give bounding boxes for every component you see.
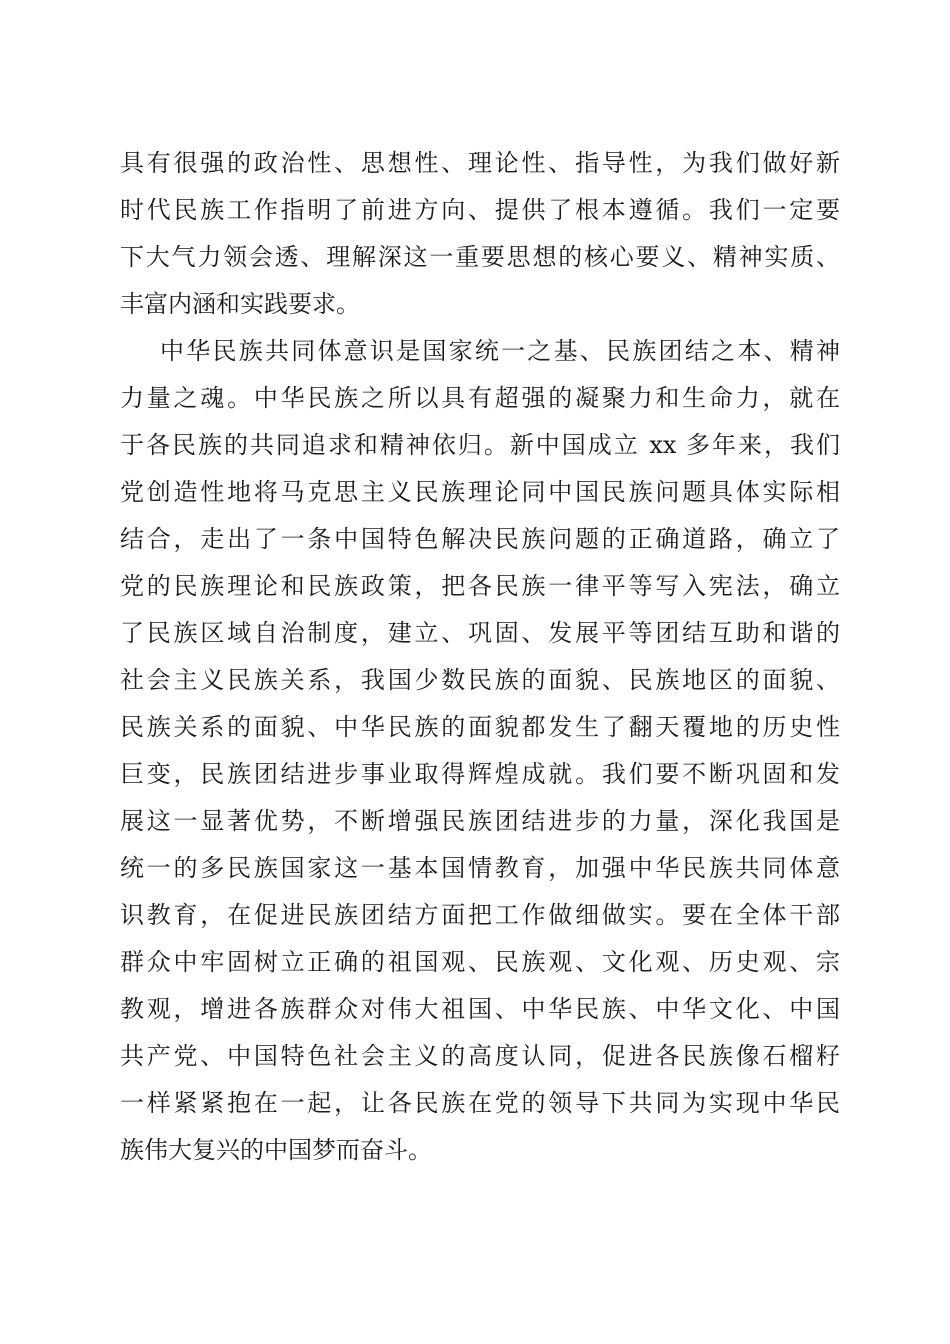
- paragraph-2-line-5: 结合，走出了一条中国特色解决民族问题的正确道路，确立了: [120, 525, 840, 553]
- paragraph-2-line-11: 展这一显著优势，不断增强民族团结进步的力量，深化我国是: [120, 807, 840, 835]
- paragraph-2-line-13: 识教育，在促进民族团结方面把工作做细做实。要在全体干部: [120, 901, 840, 929]
- paragraph-2-line-10: 巨变，民族团结进步事业取得辉煌成就。我们要不断巩固和发: [120, 760, 840, 788]
- paragraph-2-line-18: 族伟大复兴的中国梦而奋斗。: [120, 1136, 432, 1164]
- paragraph-1-line-4: 丰富内涵和实践要求。: [120, 290, 360, 318]
- document-body: [120, 140, 840, 1174]
- paragraph-2-line-8: 社会主义民族关系，我国少数民族的面貌、民族地区的面貌、: [120, 666, 840, 694]
- paragraph-2-line-2: 力量之魂。中华民族之所以具有超强的凝聚力和生命力，就在: [120, 384, 840, 412]
- paragraph-2-line-9: 民族关系的面貌、中华民族的面貌都发生了翻天覆地的历史性: [120, 713, 840, 741]
- paragraph-2-line-14: 群众中牢固树立正确的祖国观、民族观、文化观、历史观、宗: [120, 948, 840, 976]
- paragraph-2-line-6: 党的民族理论和民族政策，把各民族一律平等写入宪法，确立: [120, 572, 840, 600]
- paragraph-2-line-15: 教观，增进各族群众对伟大祖国、中华民族、中华文化、中国: [120, 995, 840, 1023]
- paragraph-2-line-1: 中华民族共同体意识是国家统一之基、民族团结之本、精神: [160, 337, 840, 365]
- paragraph-2-line-4: 党创造性地将马克思主义民族理论同中国民族问题具体实际相: [120, 478, 840, 506]
- paragraph-1-line-1: 具有很强的政治性、思想性、理论性、指导性，为我们做好新: [120, 149, 840, 177]
- paragraph-2-line-3: 于各民族的共同追求和精神依归。新中国成立 xx 多年来，我们: [120, 431, 840, 459]
- paragraph-1-line-2: 时代民族工作指明了前进方向、提供了根本遵循。我们一定要: [120, 196, 840, 224]
- paragraph-1-line-3: 下大气力领会透、理解深这一重要思想的核心要义、精神实质、: [120, 243, 840, 271]
- paragraph-2-line-17: 一样紧紧抱在一起，让各民族在党的领导下共同为实现中华民: [120, 1089, 840, 1117]
- paragraph-2-line-16: 共产党、中国特色社会主义的高度认同，促进各民族像石榴籽: [120, 1042, 840, 1070]
- paragraph-2-line-12: 统一的多民族国家这一基本国情教育，加强中华民族共同体意: [120, 854, 840, 882]
- paragraph-2-line-7: 了民族区域自治制度，建立、巩固、发展平等团结互助和谐的: [120, 619, 840, 647]
